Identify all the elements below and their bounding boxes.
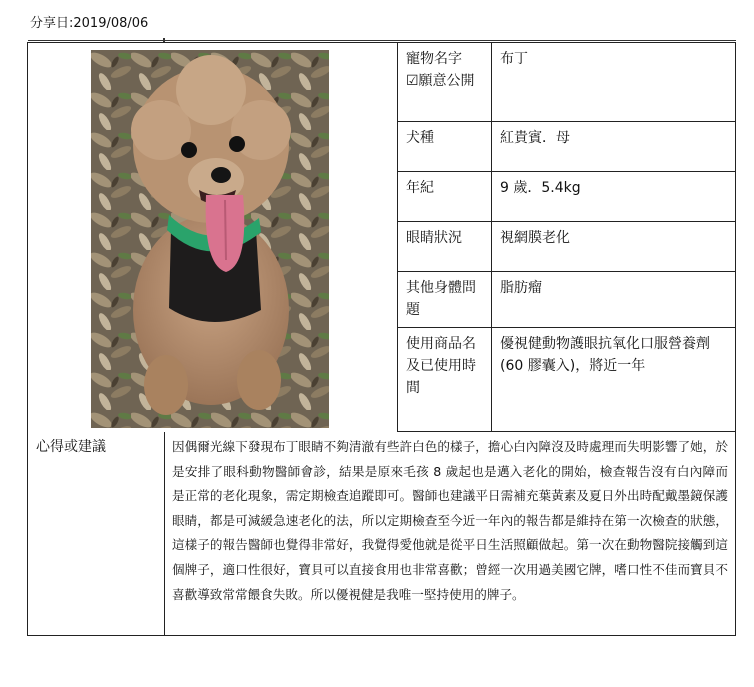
- public-consent-checkbox[interactable]: ☑願意公開: [406, 73, 475, 89]
- row-pet-name: [398, 43, 736, 122]
- product-usage-value: 優視健動物護眼抗氧化口服營養劑(60 膠囊入)，將近一年: [500, 336, 710, 374]
- age-label: 年紀: [398, 172, 492, 221]
- breed-label: 犬種: [398, 122, 492, 171]
- notes-text: 因偶爾光線下發現布丁眼睛不夠清澈有些許白色的樣子，擔心白內障沒及時處理而失明影響了她，於是安排了眼科動物醫師會診，結果是原來毛孩 8 歲起也是邁入老化的開始，檢查報告沒有白內障而是正常的老化現象，需定期檢查追蹤即可。醫師也建議平日需補充葉黃素及夏日外出時配戴墨鏡保護眼睛，都是可減緩急速老化的法，所以定期檢查至今近一年內的報告都是維持在第一次檢查的狀態，這樣子的報告醫師也覺得非常好，我覺得愛他就是從平日生活照顧做起。第一次在動物醫院接觸到這個牌子，適口性很好，寶貝可以直接食用也非常喜歡；曾經一次用過美國它牌，嗜口性不佳而寶貝不喜歡導致常常餵食失敗。所以優視健是我唯一堅持使用的牌子。: [172, 439, 728, 602]
- breed-value: 紅貴賓．母: [500, 130, 570, 146]
- pet-name-value: 布丁: [500, 51, 528, 67]
- other-health-value: 脂肪瘤: [500, 280, 542, 296]
- row-other-health: [398, 272, 736, 328]
- photo-cell: [28, 43, 398, 432]
- row-eye-condition: [398, 222, 736, 272]
- pet-name-label: [398, 43, 492, 121]
- pet-name-label-text: 寵物名字: [406, 51, 462, 67]
- row-notes: [28, 432, 735, 635]
- share-date: 分享日:2019/08/06: [30, 16, 149, 31]
- row-age: [398, 172, 736, 222]
- top-divider: [28, 40, 736, 41]
- eye-condition-value: 視網膜老化: [500, 230, 570, 246]
- notes-label: 心得或建議: [28, 432, 165, 635]
- age-value: 9 歲．5.4kg: [500, 180, 581, 196]
- other-health-label: 其他身體問題: [398, 272, 492, 327]
- product-usage-label: 使用商品名及已使用時間: [398, 328, 492, 431]
- eye-condition-label: 眼睛狀況: [398, 222, 492, 271]
- pet-info-form: [27, 42, 736, 636]
- row-product-usage: [398, 328, 736, 432]
- pet-photo: [91, 50, 329, 428]
- row-breed: [398, 122, 736, 172]
